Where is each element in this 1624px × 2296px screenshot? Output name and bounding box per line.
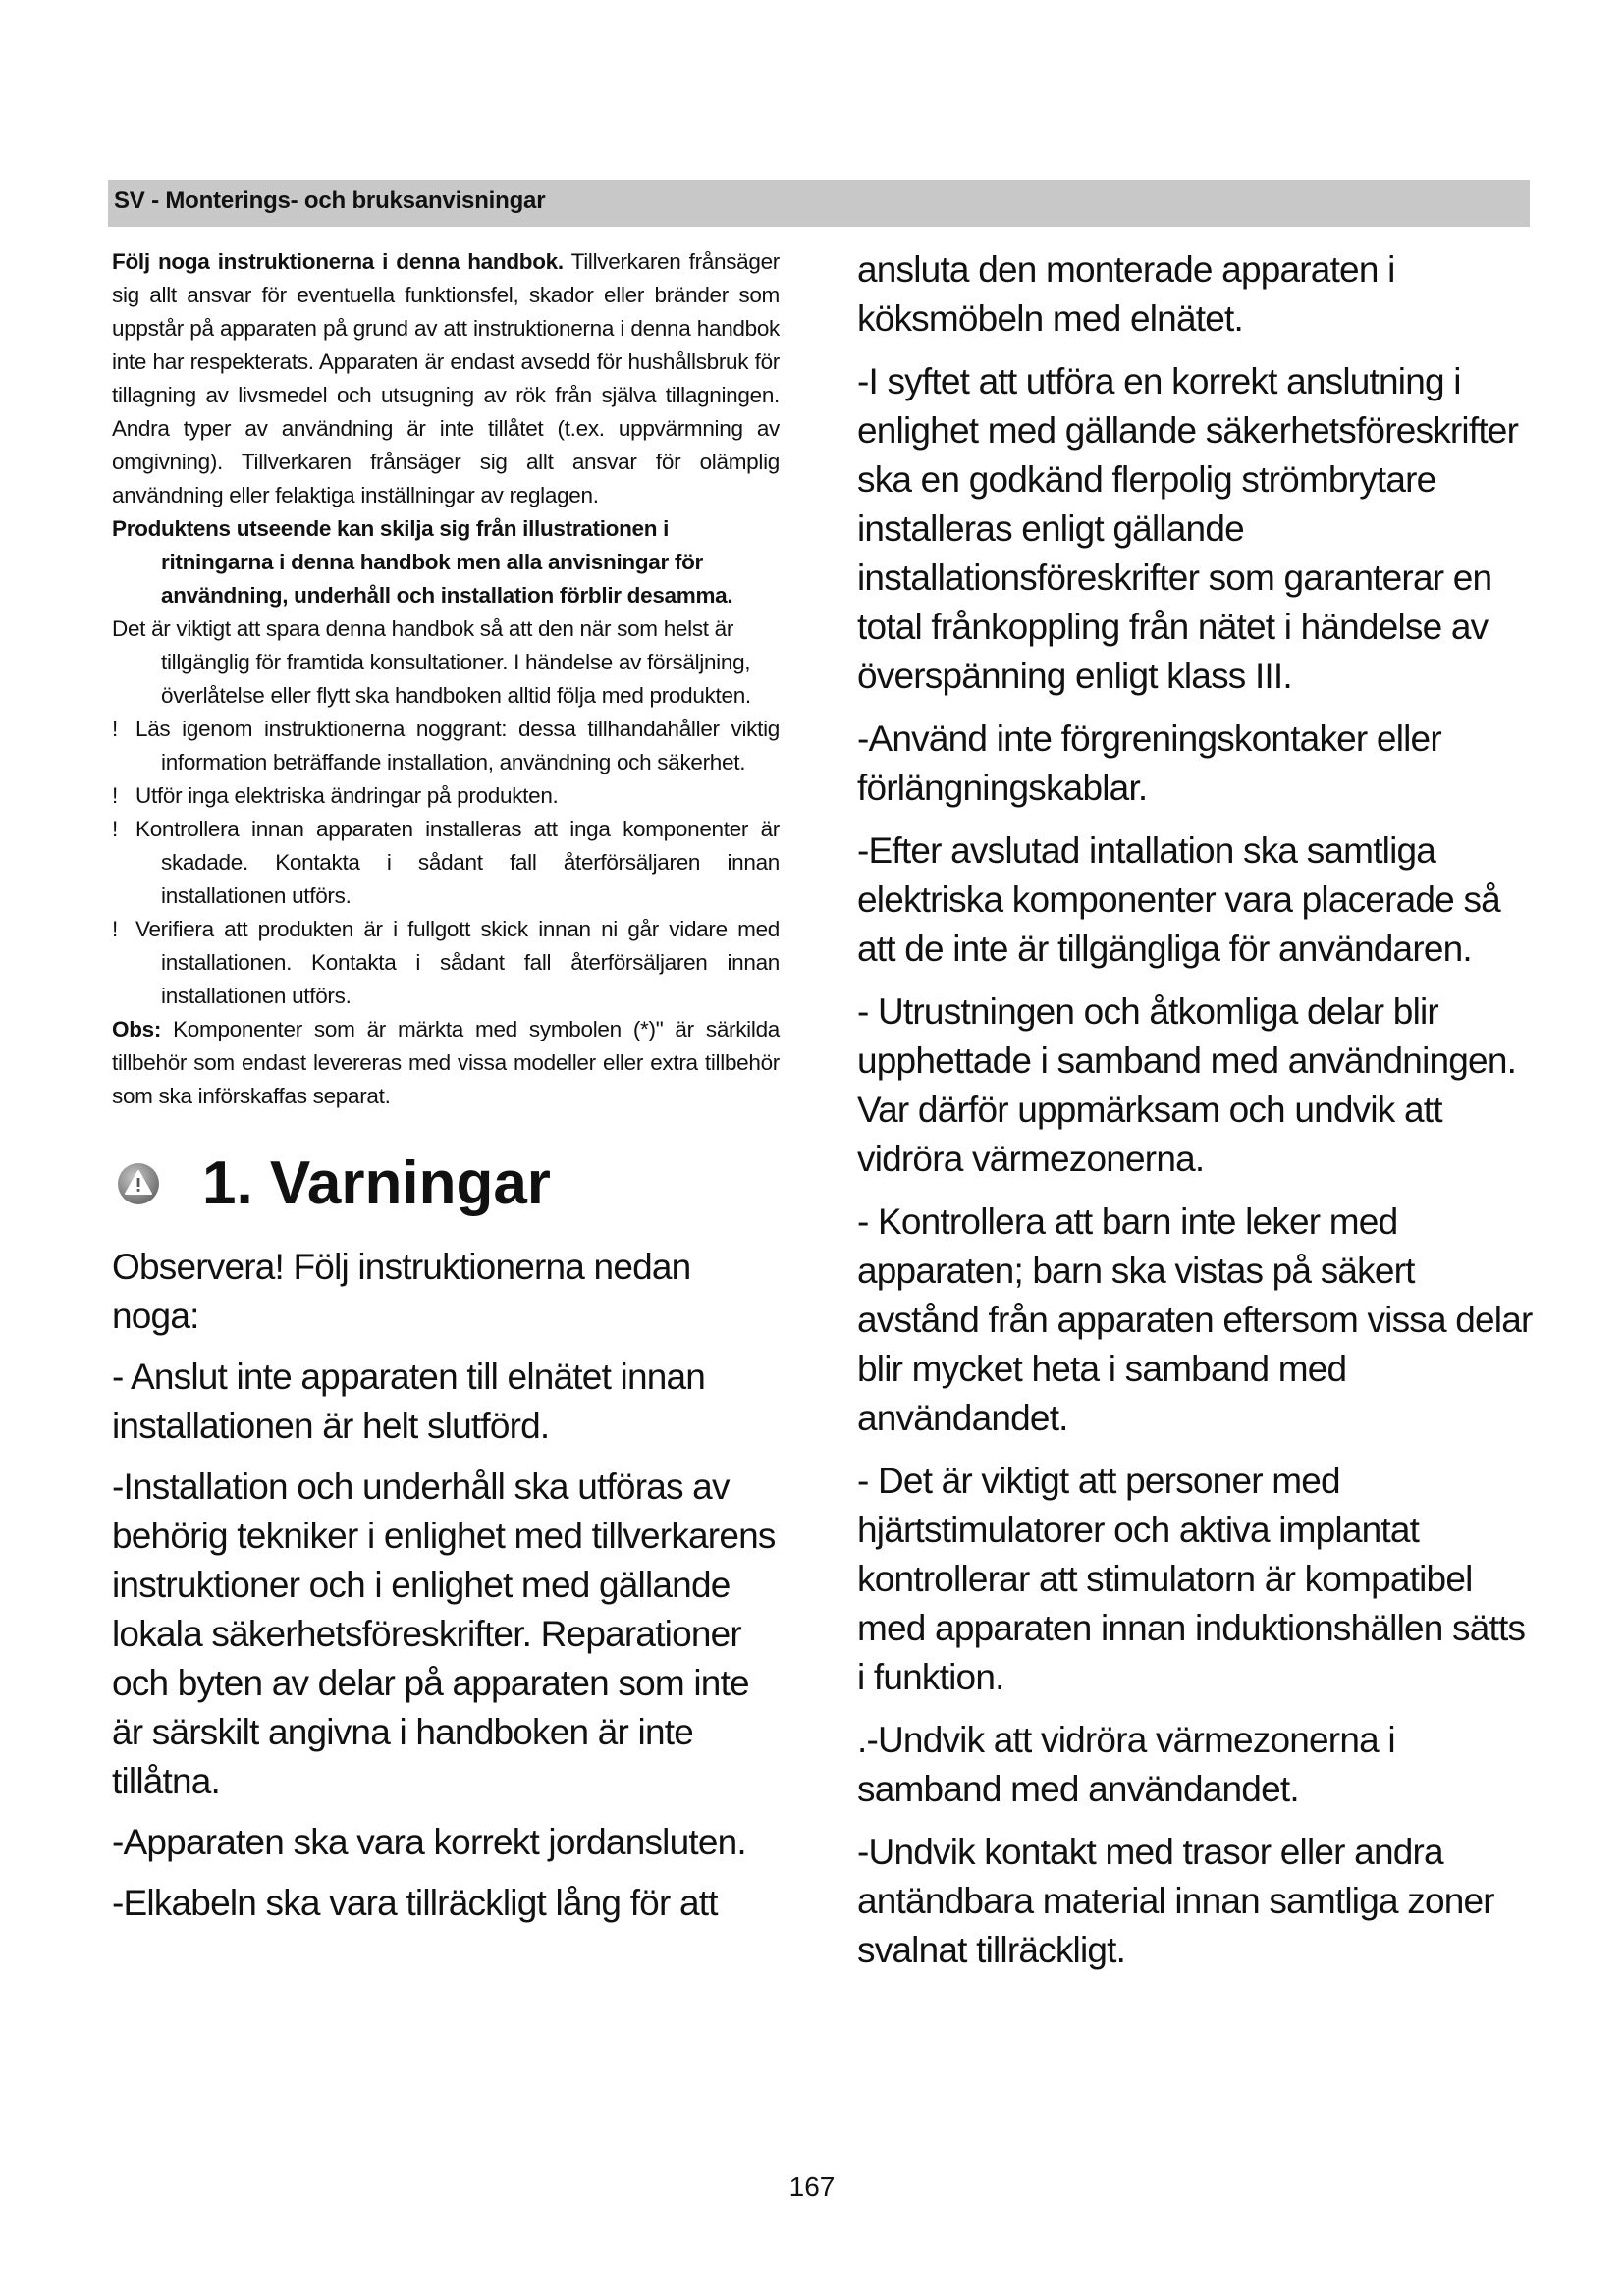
appearance-note: Produktens utseende kan skilja sig från illustrationen i ritningarna i denna handbok men alla anvisningar för användning, underhåll och installation förblir desamma.	[112, 516, 733, 608]
obs-note	[112, 1013, 780, 1113]
intro-paragraph	[112, 245, 780, 512]
bullet-text: Utför inga elektriska ändringar på produkten.	[135, 783, 559, 808]
bullet-text: Kontrollera innan apparaten installeras att inga komponenter är skadade. Kontakta i sådant fall återförsäljaren innan installationen utförs.	[135, 817, 780, 908]
exclamation-mark: !	[112, 917, 118, 941]
exclamation-mark: !	[112, 717, 118, 741]
warning-triangle-icon	[116, 1161, 161, 1206]
left-column	[112, 245, 780, 1940]
page-number: 167	[788, 2171, 836, 2202]
section-heading	[112, 1147, 780, 1221]
warning-paragraph: - Det är viktigt att personer med hjärtstimulatorer och aktiva implantat kontrollerar att stimulatorn är kompatibel med apparaten innan induktionshällen sätts i funktion.	[857, 1461, 1526, 1697]
bullet-text: Läs igenom instruktionerna noggrant: dessa tillhandahåller viktig information beträffande installation, användning och säkerhet.	[135, 717, 780, 774]
warning-paragraph: ansluta den monterade apparaten i köksmöbeln med elnätet.	[857, 249, 1395, 339]
intro-text: Tillverkaren frånsäger sig allt ansvar för eventuella funktionsfel, skador eller bränder som uppstår på apparaten på grund av att instruktionerna i denna handbok inte har respekterats. Apparaten är endast avsedd för hushållsbruk för tillagning av livsmedel och utsugning av rök från själva tillagningen. Andra typer av användning är inte tillåtet (t.ex. uppvärmning av omgivning). Tillverkaren frånsäger sig allt ansvar för olämplig användning eller felaktiga inställningar av reglagen.	[112, 249, 780, 507]
bullet-item	[112, 713, 780, 779]
obs-label: Obs:	[112, 1017, 162, 1041]
warning-paragraph: - Anslut inte apparaten till elnätet innan installationen är helt slutförd.	[112, 1357, 706, 1446]
warning-paragraph: - Utrustningen och åtkomliga delar blir upphettade i samband med användningen. Var därför uppmärksam och undvik att vidröra värmezonerna.	[857, 991, 1517, 1179]
exclamation-mark: !	[112, 783, 118, 808]
intro-bold-lead: Följ noga instruktionerna i denna handbok.	[112, 249, 564, 274]
bullet-item	[112, 779, 780, 813]
warning-paragraph: -Efter avslutad intallation ska samtliga elektriska komponenter vara placerade så att de inte är tillgängliga för användaren.	[857, 830, 1500, 969]
warning-paragraph: -Elkabeln ska vara tillräckligt lång för att	[112, 1883, 718, 1923]
warning-paragraph: - Kontrollera att barn inte leker med apparaten; barn ska vistas på säkert avstånd från apparaten eftersom vissa delar blir mycket heta i samband med användandet.	[857, 1201, 1533, 1438]
obs-text: Komponenter som är märkta med symbolen (*)" är särkilda tillbehör som endast levereras med vissa modeller eller extra tillbehör som ska införskaffas separat.	[112, 1017, 780, 1108]
warning-paragraph: .-Undvik att vidröra värmezonerna i samband med användandet.	[857, 1720, 1395, 1809]
section-title: SV - Monterings- och bruksanvisningar	[114, 187, 546, 214]
keep-manual-note: Det är viktigt att spara denna handbok så att den när som helst är tillgänglig för framtida konsultationer. I händelse av försäljning, överlåtelse eller flytt ska handboken alltid följa med produkten.	[112, 616, 751, 708]
warning-paragraph: Observera! Följ instruktionerna nedan noga:	[112, 1247, 691, 1336]
warning-paragraph: -Undvik kontakt med trasor eller andra antändbara material innan samtliga zoner svalnat tillräckligt.	[857, 1832, 1494, 1970]
warning-paragraph: -I syftet att utföra en korrekt anslutning i enlighet med gällande säkerhetsföreskrifter ska en godkänd flerpolig strömbrytare installeras enligt gällande installationsföreskrifter som garanterar en total frånkoppling från nätet i händelse av överspänning enligt klass III.	[857, 361, 1519, 696]
warning-paragraph: -Använd inte förgreningskontaker eller förlängningskablar.	[857, 719, 1441, 808]
bullet-item	[112, 813, 780, 913]
right-column	[857, 245, 1535, 1989]
exclamation-mark: !	[112, 817, 118, 841]
section-title-varningar: 1. Varningar	[202, 1149, 551, 1217]
warning-paragraph: -Installation och underhåll ska utföras av behörig tekniker i enlighet med tillverkarens instruktioner och i enlighet med gällande lokala säkerhetsföreskrifter. Reparationer och byten av delar på apparaten som inte är särskilt angivna i handboken är inte tillåtna.	[112, 1467, 776, 1801]
warning-paragraph: -Apparaten ska vara korrekt jordansluten.	[112, 1822, 746, 1862]
bullet-text: Verifiera att produkten är i fullgott skick innan ni går vidare med installationen. Kontakta i sådant fall återförsäljaren innan installationen utförs.	[135, 917, 780, 1008]
section-header-bar	[108, 180, 1530, 227]
bullet-item	[112, 913, 780, 1013]
